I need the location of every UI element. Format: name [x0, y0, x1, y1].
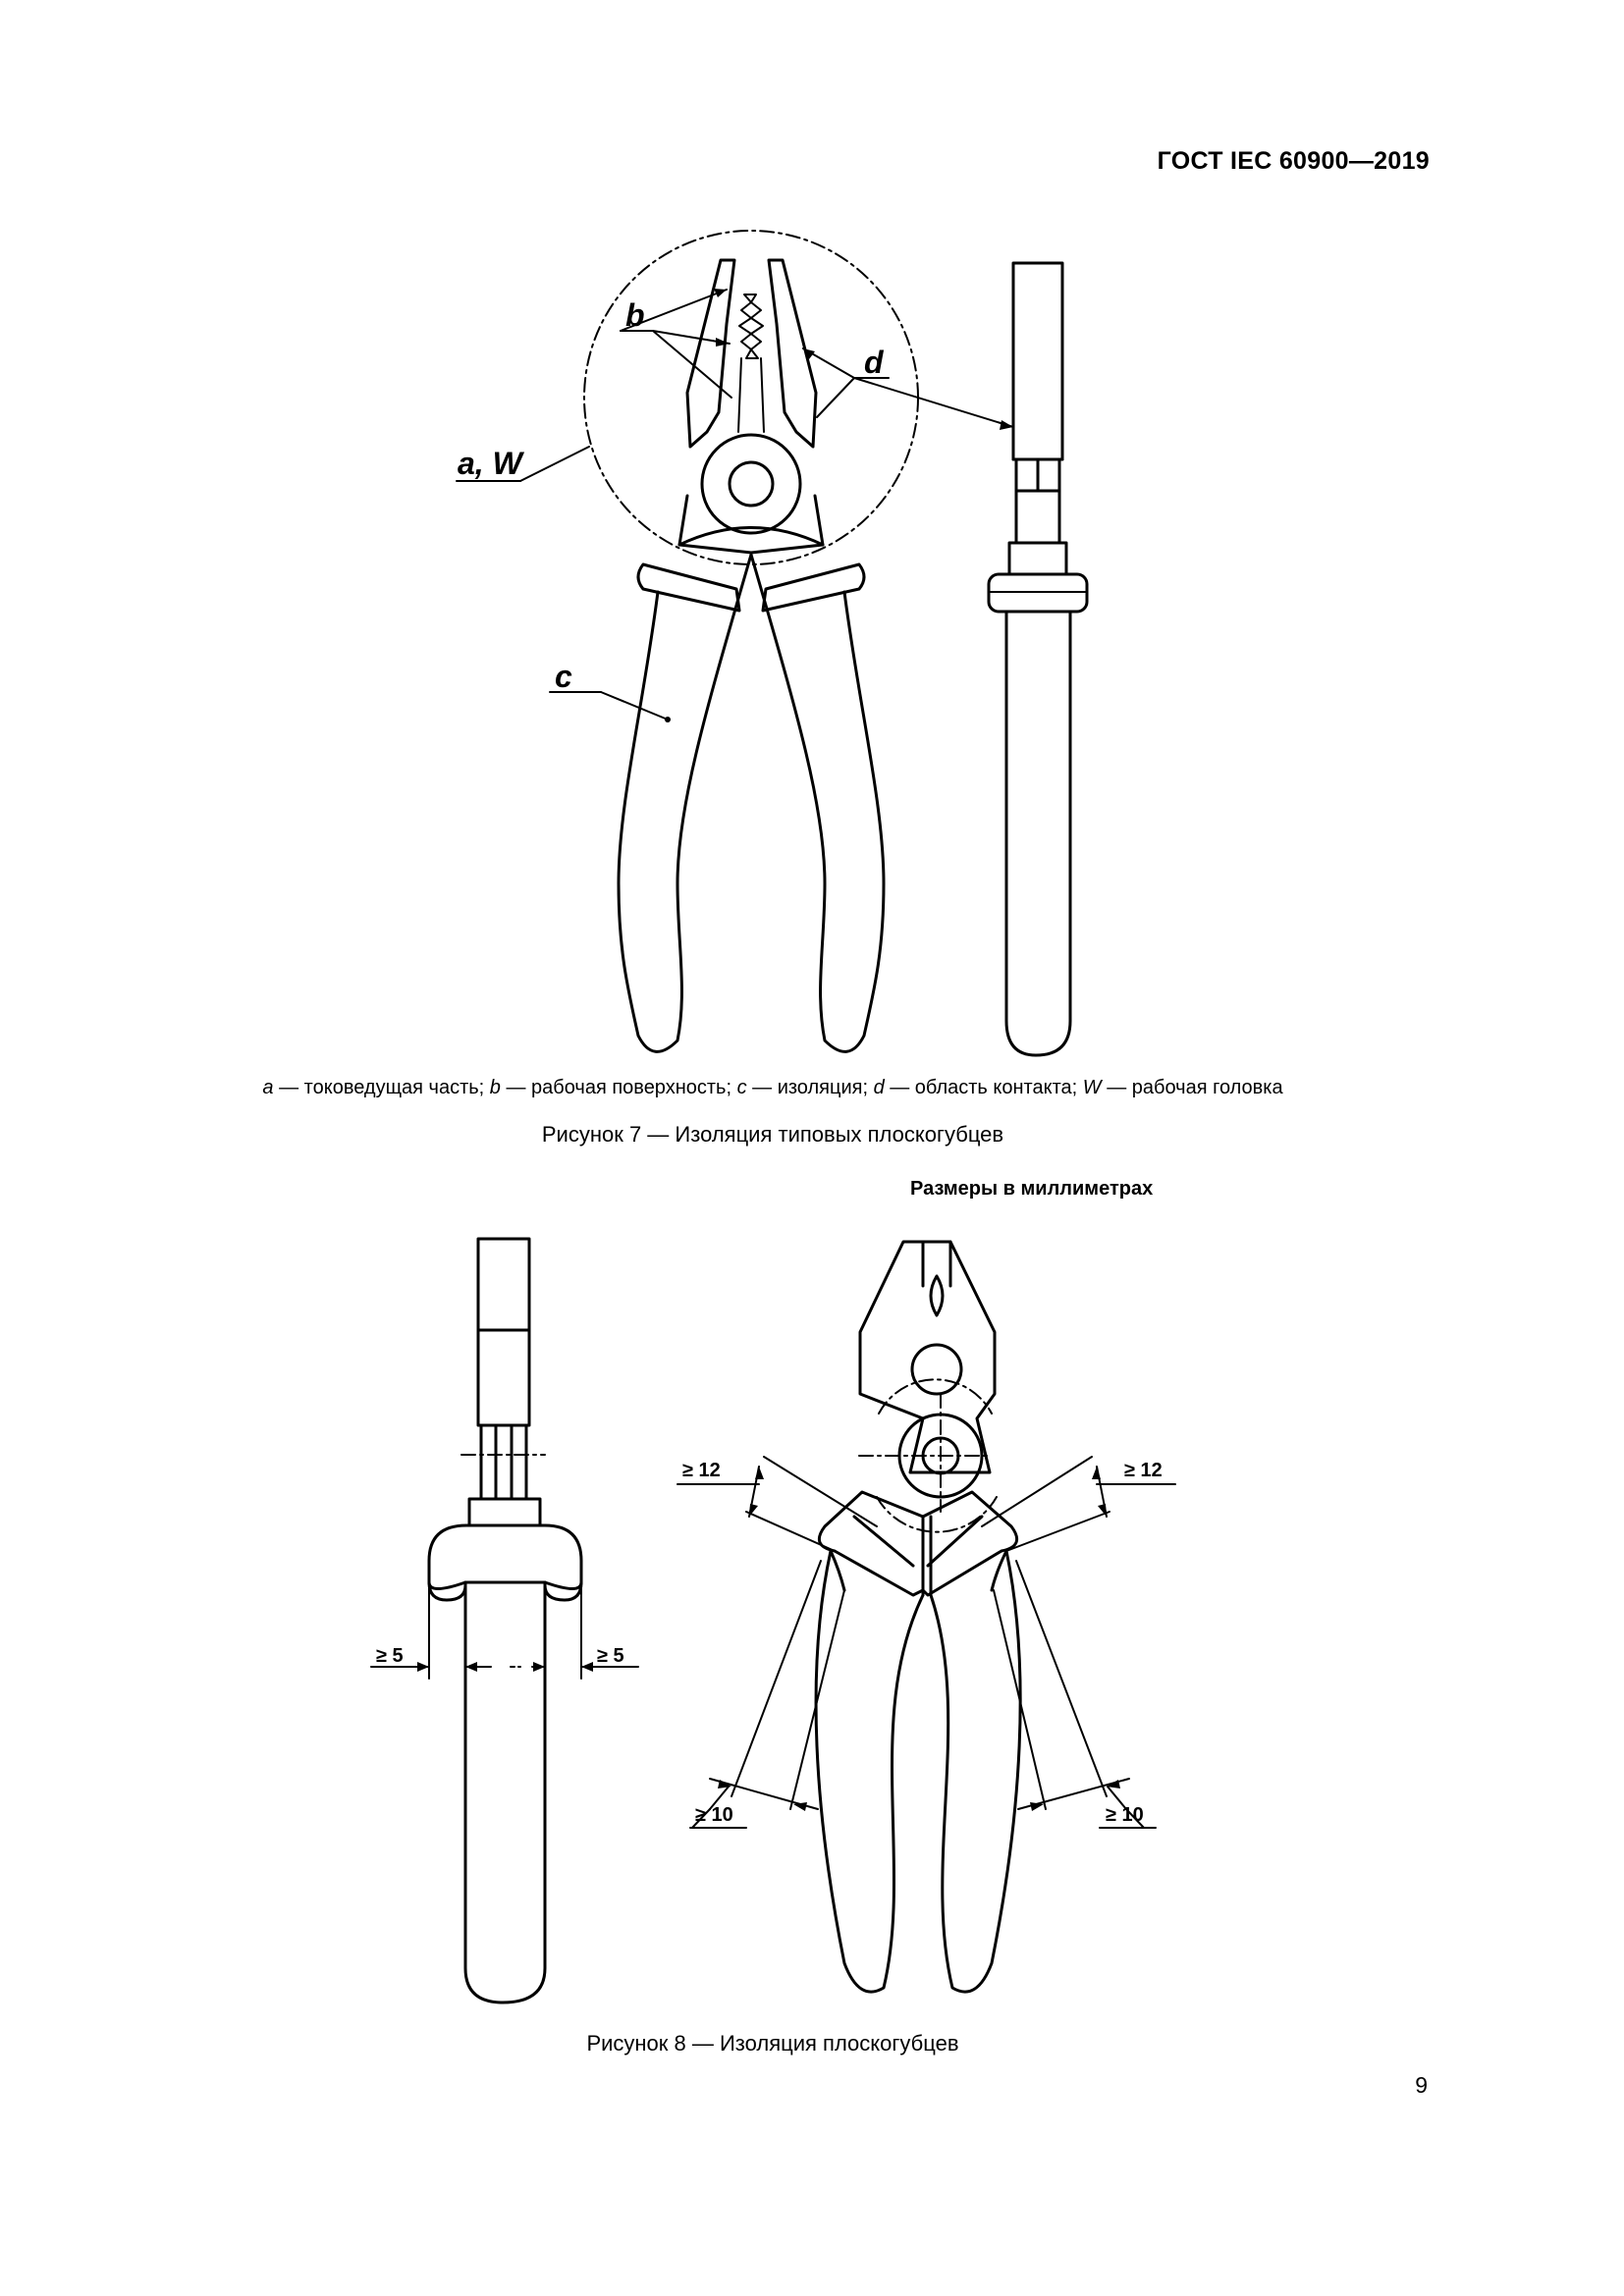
dim-bottom-left: ≥ 10	[695, 1804, 733, 1826]
label-c: c	[555, 659, 572, 694]
label-b: b	[625, 297, 645, 333]
right-guard	[763, 564, 864, 611]
left-handle	[619, 555, 751, 1051]
dim-side-right: ≥ 5	[597, 1645, 624, 1667]
work-head-circle	[584, 231, 918, 564]
right-handle	[751, 555, 884, 1051]
page-number: 9	[1415, 2072, 1428, 2098]
figure8-caption: Рисунок 8 — Изоляция плоскогубцев	[586, 2031, 959, 2056]
figure8-dimensions	[677, 1457, 1175, 1828]
left-guard	[638, 564, 739, 611]
figure8-pliers-front	[816, 1242, 1020, 1992]
right-handle	[931, 1551, 1020, 1992]
legend-key-a: a	[262, 1077, 274, 1098]
pivot-ring	[702, 435, 800, 533]
legend-key-d: d	[873, 1077, 885, 1098]
label-d: d	[864, 345, 884, 380]
dim-bottom-right: ≥ 10	[1106, 1804, 1144, 1826]
units-note: Размеры в миллиметрах	[910, 1178, 1154, 1200]
pivot-pin	[730, 462, 773, 506]
left-handle	[816, 1551, 923, 1992]
figure7-annotations	[457, 289, 1013, 722]
left-jaw	[687, 260, 734, 447]
legend-key-b: b	[489, 1077, 501, 1098]
figure8-pliers-side	[371, 1239, 638, 2002]
legend-key-c: c	[736, 1077, 747, 1098]
figure7-legend: a — токоведущая часть; b — рабочая поверхность; c — изоляция; d — область контакта; W — рабочая головка	[262, 1077, 1283, 1098]
legend-key-w: W	[1082, 1077, 1102, 1098]
label-a-w: a, W	[458, 446, 522, 481]
dim-top-right: ≥ 12	[1124, 1460, 1163, 1481]
document-code-header: ГОСТ IEC 60900—2019	[1157, 147, 1430, 175]
dim-top-left: ≥ 12	[682, 1460, 721, 1481]
figure7-pliers-side	[989, 263, 1087, 1055]
head-outline	[860, 1242, 995, 1472]
dim-side-left: ≥ 5	[376, 1645, 404, 1667]
figure7-caption: Рисунок 7 — Изоляция типовых плоскогубцев	[541, 1122, 1004, 1147]
serrated-teeth	[739, 294, 763, 358]
